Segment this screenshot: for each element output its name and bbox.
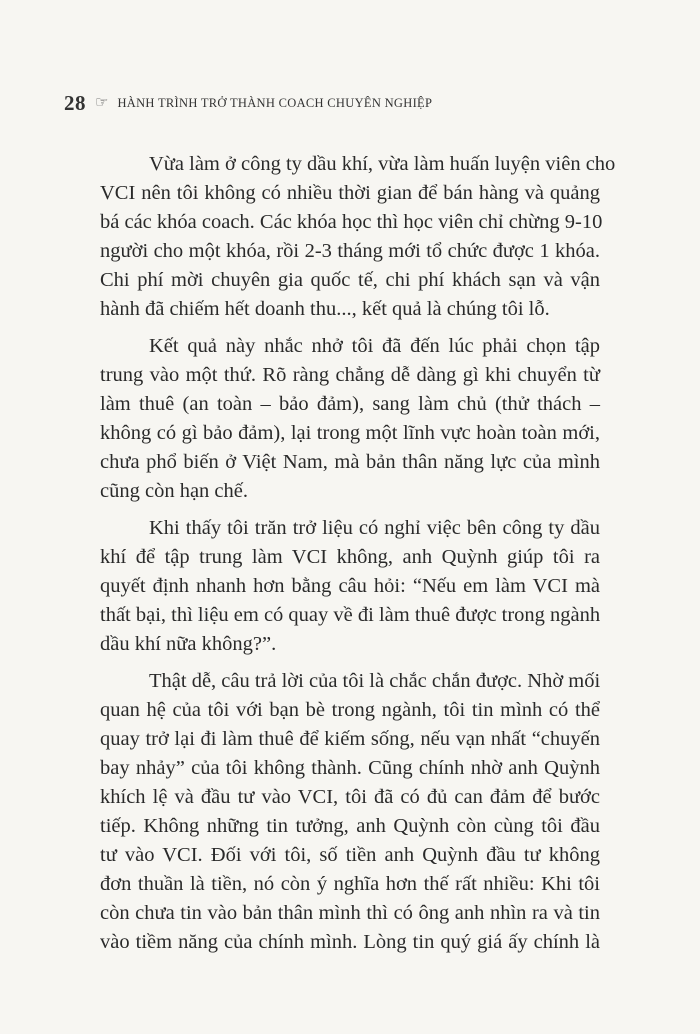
text-line: Khi thấy tôi trăn trở liệu có nghỉ việc bên công ty dầu (149, 517, 600, 539)
text-line: Vừa làm ở công ty dầu khí, vừa làm huấn luyện viên cho (149, 153, 616, 175)
text-line: vào tiềm năng của chính mình. Lòng tin quý giá ấy chính là (100, 931, 600, 953)
text-line: còn chưa tin vào bản thân mình thì có ông anh nhìn ra và tin (100, 902, 600, 924)
text-line: làm thuê (an toàn – bảo đảm), sang làm chủ (thử thách – (100, 393, 600, 415)
text-line: khí để tập trung làm VCI không, anh Quỳnh giúp tôi ra (100, 546, 600, 568)
running-header (64, 88, 432, 118)
text-line: quan hệ của tôi với bạn bè trong ngành, tôi tin mình có thể (100, 699, 600, 721)
paragraph (100, 150, 616, 324)
text-line: khích lệ và đầu tư vào VCI, tôi đã có đủ can đảm để bước (100, 786, 600, 808)
text-line: thất bại, thì liệu em có quay về đi làm thuê được trong ngành (100, 604, 601, 626)
text-line: người cho một khóa, rồi 2-3 tháng mới tổ chức được 1 khóa. (100, 240, 600, 262)
body-text (100, 150, 616, 965)
text-line: đơn thuần là tiền, nó còn ý nghĩa hơn thế rất nhiều: Khi tôi (100, 873, 600, 895)
text-line: chưa phổ biến ở Việt Nam, mà bản thân năng lực của mình (100, 451, 600, 473)
text-line: bá các khóa coach. Các khóa học thì học viên chỉ chừng 9-10 (100, 211, 603, 233)
text-line: quay trở lại đi làm thuê để kiếm sống, nếu vạn nhất “chuyến (100, 728, 600, 750)
page-number: 28 (64, 90, 86, 115)
running-title: HÀNH TRÌNH TRỞ THÀNH COACH CHUYÊN NGHIỆP (117, 95, 433, 110)
text-line: cũng còn hạn chế. (100, 480, 248, 502)
pointing-hand-icon: ☞ (95, 94, 109, 111)
text-line: quyết định nhanh hơn bằng câu hỏi: “Nếu em làm VCI mà (100, 575, 600, 597)
text-line: trung vào một thứ. Rõ ràng chẳng dễ dàng gì khi chuyển từ (100, 364, 600, 386)
text-line: dầu khí nữa không?”. (100, 633, 277, 655)
text-line: Thật dễ, câu trả lời của tôi là chắc chắn được. Nhờ mối (149, 670, 601, 692)
text-line: Chi phí mời chuyên gia quốc tế, chi phí khách sạn và vận (100, 269, 600, 291)
text-line: tiếp. Không những tin tưởng, anh Quỳnh còn cùng tôi đầu (100, 815, 600, 837)
text-line: hành đã chiếm hết doanh thu..., kết quả là chúng tôi lỗ. (100, 298, 550, 320)
text-line: bay nhảy” của tôi không thành. Cũng chính nhờ anh Quỳnh (100, 757, 600, 779)
text-line: VCI nên tôi không có nhiều thời gian để bán hàng và quảng (100, 182, 600, 204)
paragraph (100, 514, 600, 659)
text-line: tư vào VCI. Đối với tôi, số tiền anh Quỳnh đầu tư không (100, 844, 600, 866)
text-line: không có gì bảo đảm), lại trong một lĩnh vực hoàn toàn mới, (100, 422, 600, 444)
paragraph (100, 332, 600, 506)
paragraph (100, 667, 600, 957)
text-line: Kết quả này nhắc nhở tôi đã đến lúc phải chọn tập (149, 335, 600, 357)
